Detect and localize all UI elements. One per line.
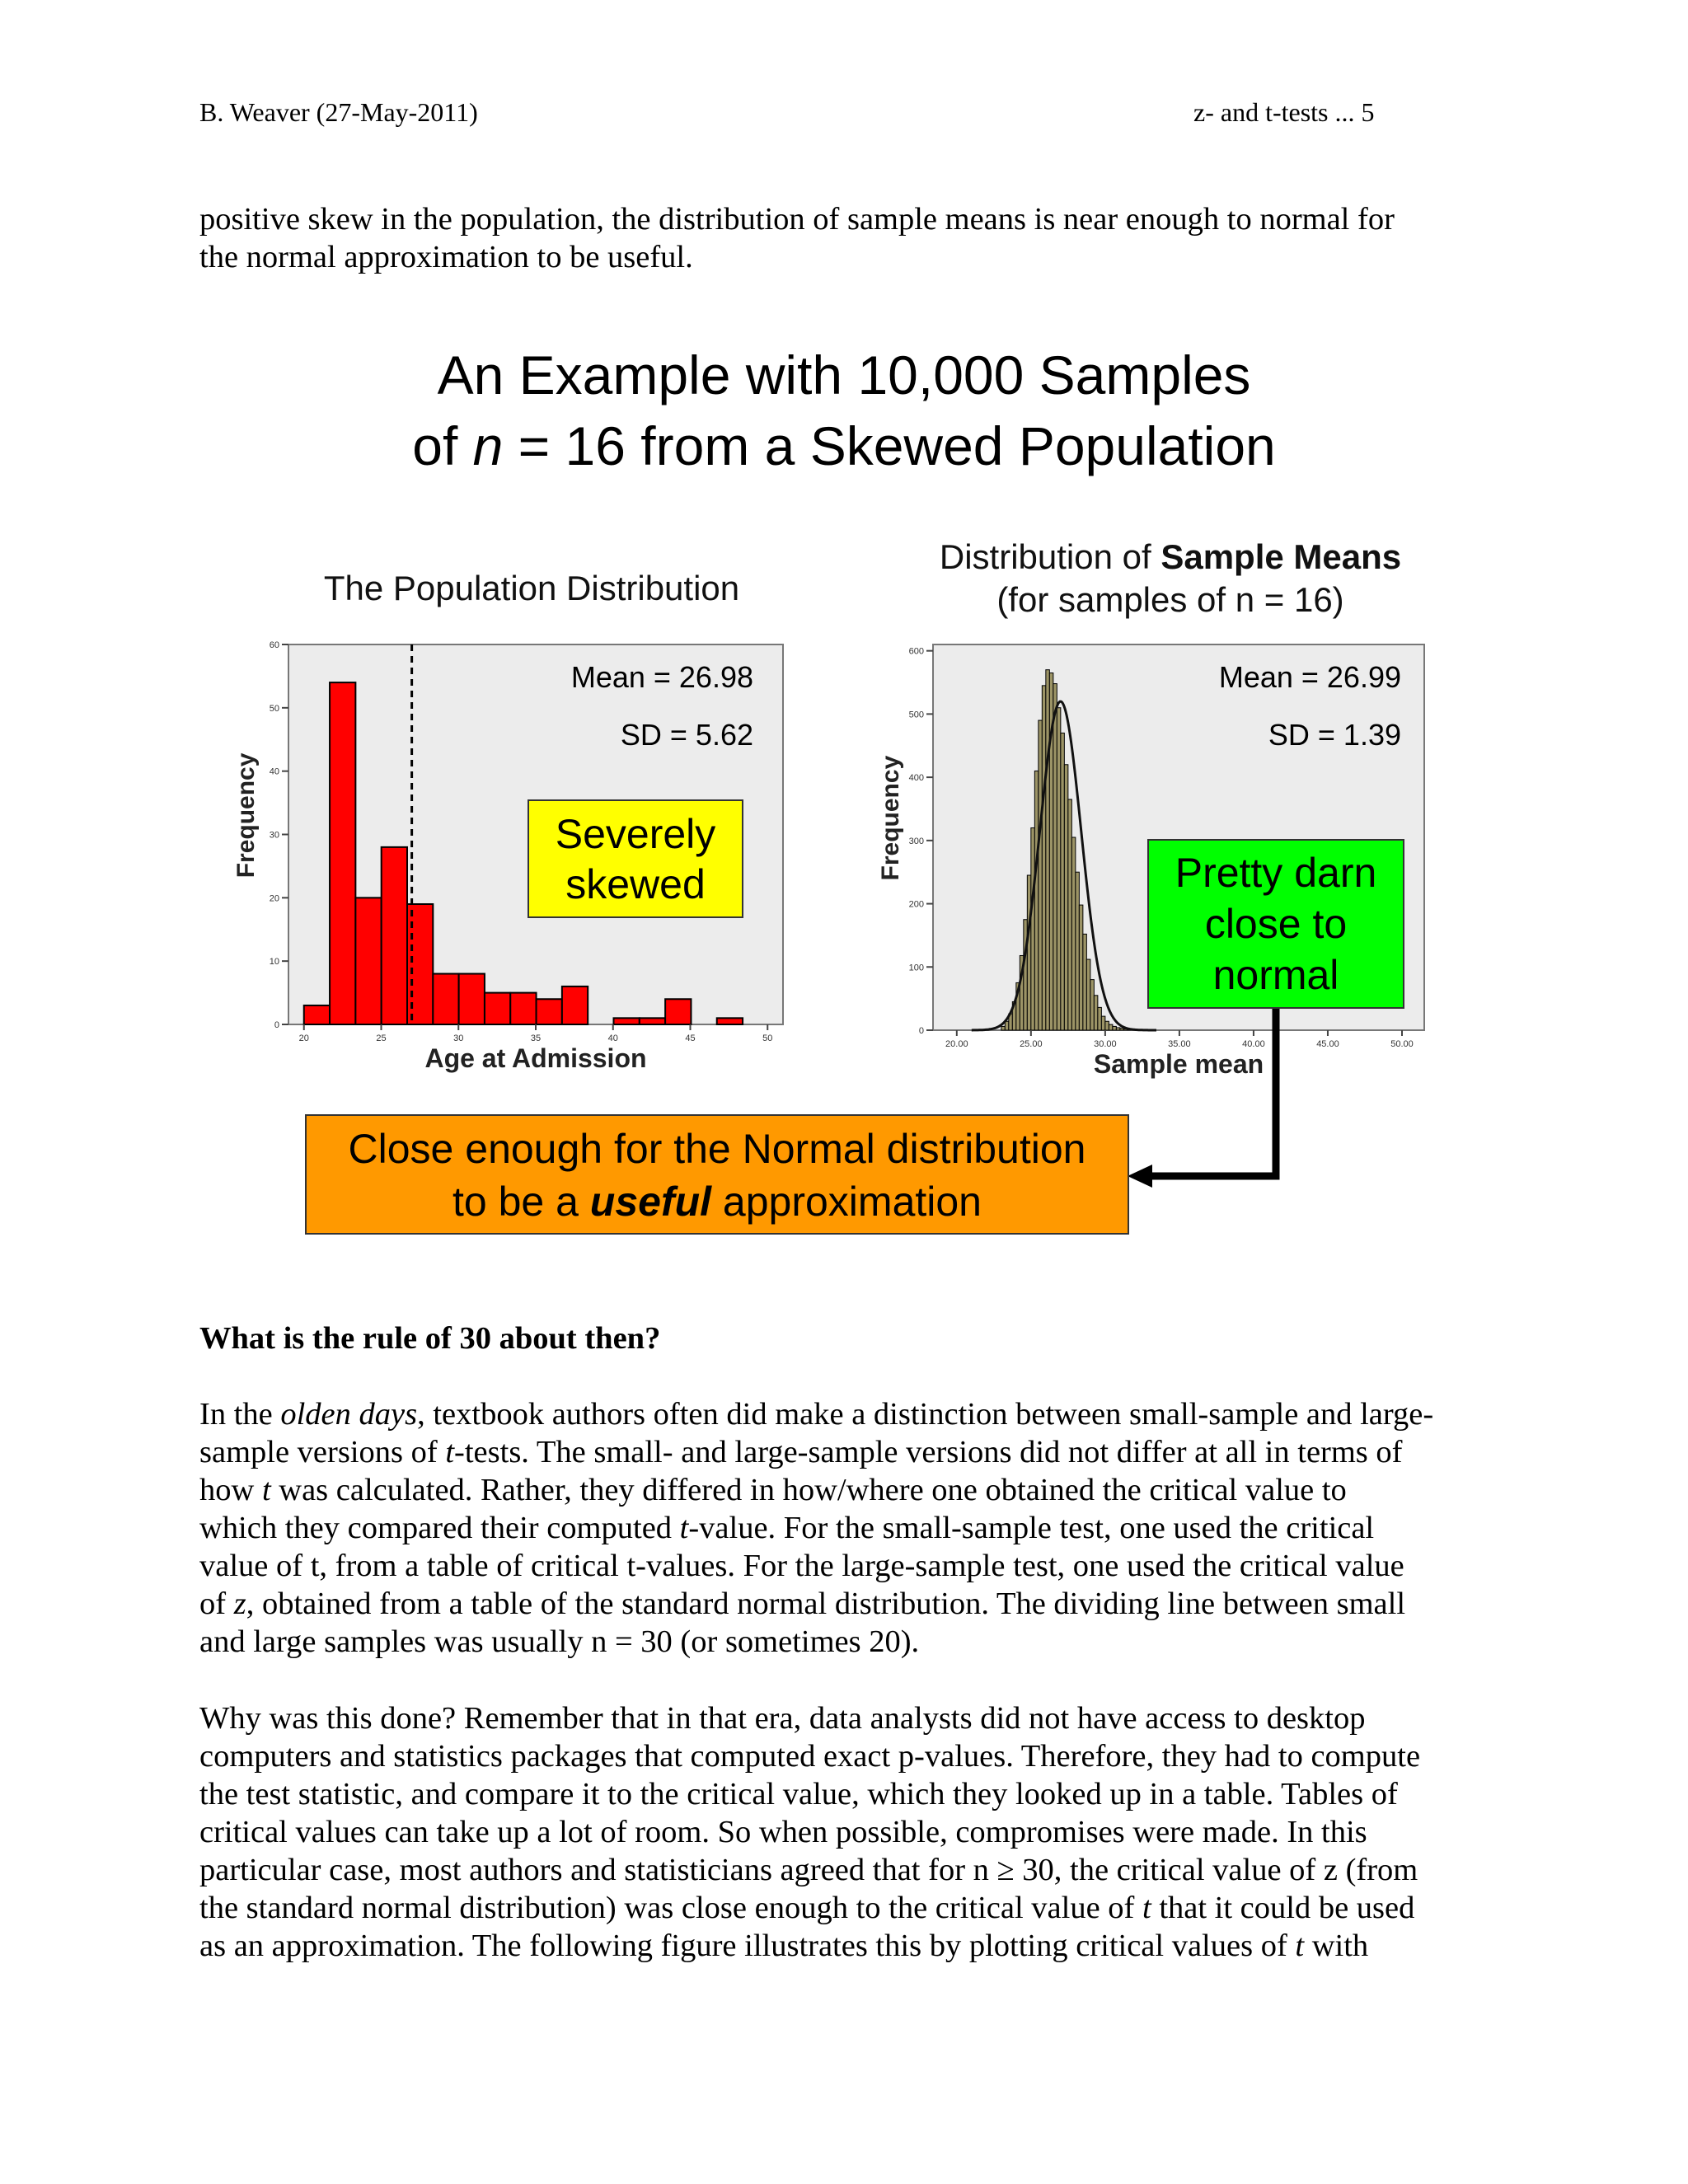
paragraph-line: of z, obtained from a table of the standard normal distribution. The dividing line between small xyxy=(199,1586,1406,1621)
x-tick-label: 35 xyxy=(530,1033,542,1043)
y-tick-label: 600 xyxy=(908,646,924,657)
mean-annotation: Mean = 26.98 xyxy=(570,660,753,694)
x-tick-label: 25 xyxy=(376,1033,387,1043)
histogram-bar xyxy=(510,993,536,1024)
histogram-bar xyxy=(1034,771,1039,1030)
x-tick-label: 45 xyxy=(685,1033,696,1043)
histogram-bar xyxy=(1086,959,1090,1030)
x-tick-label: 30.00 xyxy=(1094,1039,1117,1049)
y-tick-label: 10 xyxy=(269,957,279,968)
mean-annotation: Mean = 26.99 xyxy=(1218,660,1401,694)
right-panel-title-bold: Sample Means xyxy=(1160,537,1402,576)
histogram-bar xyxy=(1061,733,1065,1030)
x-axis-label: Sample mean xyxy=(1093,1049,1264,1079)
histogram-bar xyxy=(1098,1007,1102,1030)
callout-line xyxy=(307,1175,1128,1228)
histogram-bar xyxy=(562,987,588,1024)
close-enough-callout xyxy=(305,1114,1129,1235)
histogram-bar xyxy=(1031,827,1035,1030)
paragraph-line: how t was calculated. Rather, they differed in how/where one obtained the critical value to xyxy=(199,1473,1347,1507)
histogram-bar xyxy=(1079,905,1083,1030)
histogram-bar xyxy=(1064,765,1068,1030)
histogram-bar xyxy=(459,974,485,1024)
y-tick-label: 20 xyxy=(269,893,279,904)
y-tick-label: 0 xyxy=(918,1026,924,1036)
y-tick-label: 0 xyxy=(274,1020,279,1030)
histogram-bar xyxy=(1046,670,1050,1030)
x-tick-label: 30 xyxy=(453,1033,464,1043)
histogram-bar xyxy=(1113,1026,1117,1030)
histogram-bar xyxy=(485,993,510,1024)
sd-annotation: SD = 5.62 xyxy=(620,718,753,752)
histogram-bar xyxy=(1109,1024,1113,1030)
callout-text: approximation xyxy=(711,1179,982,1225)
histogram-bar xyxy=(1094,996,1098,1030)
x-tick-label: 35.00 xyxy=(1168,1039,1191,1049)
histogram-bar xyxy=(433,974,458,1024)
x-tick-label: 50 xyxy=(762,1033,773,1043)
paragraph-line: critical values can take up a lot of room. So when possible, compromises were made. In this xyxy=(199,1815,1367,1849)
callout-line: Close enough for the Normal distribution xyxy=(348,1126,1086,1172)
paragraph-line: sample versions of t-tests. The small- and large-sample versions did not differ at all in terms of xyxy=(199,1435,1403,1469)
y-axis-label: Frequency xyxy=(232,752,260,879)
histogram-bar xyxy=(640,1018,665,1024)
histogram-bar xyxy=(1105,1021,1109,1030)
callout-line: Severely xyxy=(555,811,716,857)
header-left: B. Weaver (27-May-2011) xyxy=(199,97,478,127)
figure-title-line: An Example with 10,000 Samples xyxy=(437,344,1251,405)
histogram-bar xyxy=(1027,875,1031,1030)
paragraph-line: and large samples was usually n = 30 (or sometimes 20). xyxy=(199,1624,920,1659)
histogram-bar xyxy=(1005,1021,1009,1030)
paragraph-line: computers and statistics packages that computed exact p-values. Therefore, they had to compute xyxy=(199,1739,1421,1774)
connector-line xyxy=(1144,1008,1276,1176)
histogram-bar xyxy=(330,682,355,1024)
paragraph-line: In the olden days, textbook authors often did make a distinction between small-sample and large- xyxy=(199,1397,1434,1432)
paragraph-line: the test statistic, and compare it to the critical value, which they looked up in a table. Tables of xyxy=(199,1777,1398,1811)
histogram-bar xyxy=(1057,708,1061,1030)
paragraph-line: Why was this done? Remember that in that era, data analysts did not have access to desktop xyxy=(199,1701,1366,1736)
x-axis-label: Age at Admission xyxy=(424,1043,647,1073)
histogram-bar xyxy=(1083,934,1087,1030)
x-tick-label: 40 xyxy=(607,1033,618,1043)
histogram-bar xyxy=(355,898,381,1024)
callout-line: close to xyxy=(1204,901,1348,947)
histogram-bar xyxy=(1053,684,1057,1030)
y-tick-label: 300 xyxy=(908,836,924,846)
y-tick-label: 400 xyxy=(908,773,924,784)
header-right: z- and t-tests ... 5 xyxy=(1193,97,1375,127)
figure-title-var: n xyxy=(472,415,504,476)
callout-line: Pretty darn xyxy=(1175,850,1377,896)
x-tick-label: 40.00 xyxy=(1242,1039,1265,1049)
intro-line: the normal approximation to be useful. xyxy=(199,240,693,274)
paragraph-2 xyxy=(199,1699,1518,1965)
y-tick-label: 100 xyxy=(908,963,924,973)
x-tick-label: 45.00 xyxy=(1316,1039,1339,1049)
callout-emphasis: useful xyxy=(589,1179,712,1225)
y-tick-label: 500 xyxy=(908,710,924,720)
histogram-bar xyxy=(382,847,407,1024)
paragraph-1 xyxy=(199,1395,1518,1661)
right-panel-title-line: (for samples of n = 16) xyxy=(996,580,1344,619)
histogram-bar xyxy=(304,1005,330,1024)
histogram-bar xyxy=(665,999,691,1024)
x-tick-label: 25.00 xyxy=(1020,1039,1043,1049)
histogram-bar xyxy=(1042,686,1046,1030)
histogram-bar xyxy=(1039,720,1043,1030)
histogram-bar xyxy=(537,999,562,1024)
paragraph-line: which they compared their computed t-value. For the small-sample test, one used the critical xyxy=(199,1511,1375,1545)
right-panel-title-text: Distribution of xyxy=(939,537,1161,576)
histogram-bar xyxy=(1001,1026,1006,1030)
y-tick-label: 30 xyxy=(269,830,279,841)
y-tick-label: 40 xyxy=(269,766,279,777)
x-tick-label: 50.00 xyxy=(1390,1039,1414,1049)
histogram-bar xyxy=(1068,799,1072,1030)
paragraph-line: the standard normal distribution) was close enough to the critical value of t that it could be used xyxy=(199,1891,1415,1925)
y-tick-label: 60 xyxy=(269,640,279,650)
histogram-bar xyxy=(1071,837,1076,1030)
paragraph-line: particular case, most authors and statisticians agreed that for n ≥ 30, the critical value of z (from xyxy=(199,1853,1418,1887)
y-tick-label: 50 xyxy=(269,703,279,714)
y-tick-label: 200 xyxy=(908,899,924,910)
histogram-bar xyxy=(614,1018,640,1024)
callout-line: normal xyxy=(1212,952,1339,998)
histogram-bar xyxy=(1120,1029,1124,1030)
histogram-bar xyxy=(1076,872,1080,1030)
histogram-bar xyxy=(1101,1016,1105,1030)
x-tick-label: 20.00 xyxy=(945,1039,968,1049)
intro-line: positive skew in the population, the distribution of sample means is near enough to normal for xyxy=(199,202,1395,237)
callout-text: to be a xyxy=(452,1179,590,1225)
x-tick-label: 20 xyxy=(298,1033,309,1043)
histogram-bar xyxy=(1090,980,1095,1030)
connector-arrowhead-icon xyxy=(1128,1165,1152,1188)
histogram-bar xyxy=(717,1018,743,1024)
sd-annotation: SD = 1.39 xyxy=(1268,718,1401,752)
section-heading: What is the rule of 30 about then? xyxy=(199,1321,661,1356)
pretty-darn-callout xyxy=(1147,839,1404,1009)
paragraph-line: as an approximation. The following figure illustrates this by plotting critical values of t with xyxy=(199,1929,1369,1963)
figure-title-text: of xyxy=(412,415,473,476)
severely-skewed-callout xyxy=(528,799,743,918)
paragraph-line: value of t, from a table of critical t-values. For the large-sample test, one used the critical value xyxy=(199,1549,1404,1583)
figure-title-text: = 16 from a Skewed Population xyxy=(503,415,1276,476)
callout-line: skewed xyxy=(565,861,706,907)
histogram-bar xyxy=(1116,1028,1120,1030)
y-axis-label: Frequency xyxy=(877,755,904,881)
left-panel-title: The Population Distribution xyxy=(323,569,740,607)
